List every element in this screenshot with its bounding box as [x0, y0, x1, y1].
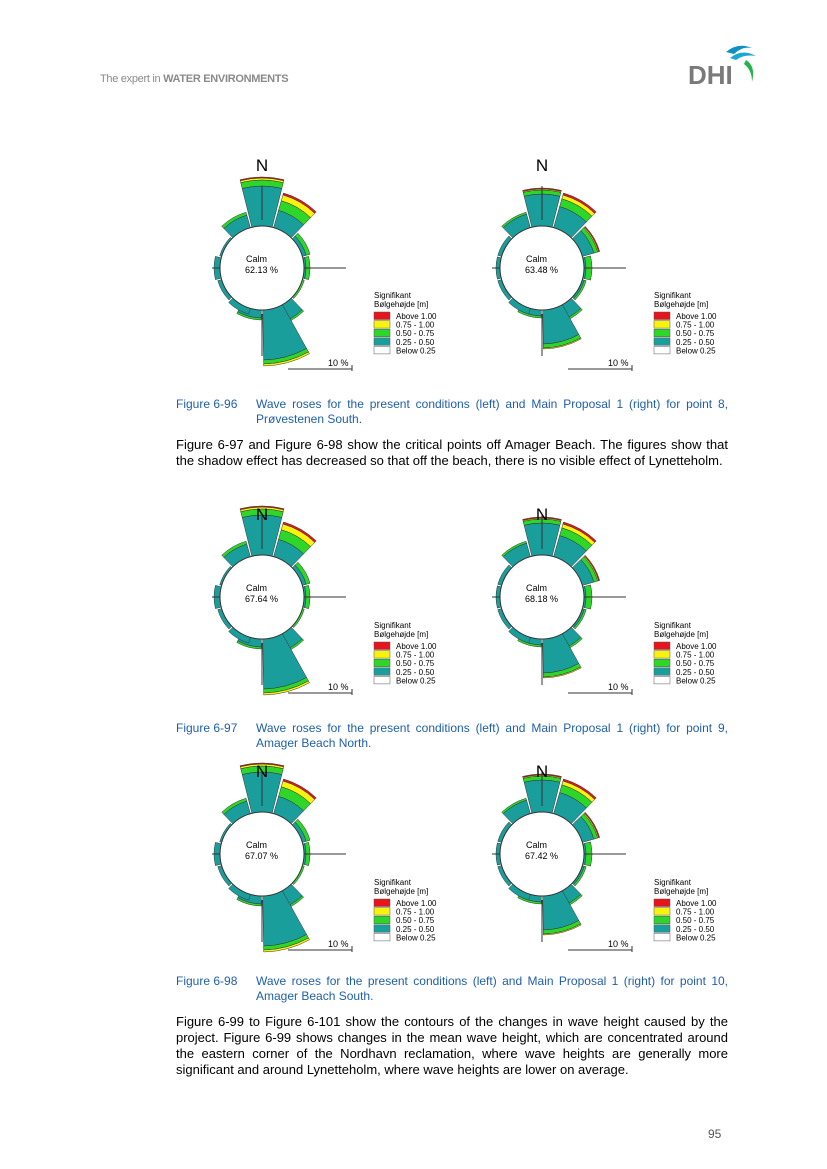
legend-label: 0.50 - 0.75	[396, 329, 435, 339]
legend-label: 0.75 - 1.00	[676, 320, 715, 330]
wave-rose-proposal	[480, 500, 740, 710]
dhi-logo	[686, 42, 758, 90]
calm-label: Calm	[246, 583, 268, 593]
legend-swatch	[654, 925, 670, 933]
legend-label: 0.25 - 0.50	[396, 924, 435, 934]
legend-label: Below 0.25	[396, 346, 436, 356]
legend-swatch	[654, 908, 670, 916]
legend-swatch	[654, 933, 670, 941]
legend-subtitle: Bølgehøjde [m]	[654, 300, 709, 309]
legend-swatch	[374, 916, 390, 924]
body-paragraph: Figure 6-97 and Figure 6-98 show the critical points off Amager Beach. The figures show that the shadow effect has decreased so that off the beach, there is no visible effect of Lynetteholm.	[176, 437, 728, 468]
legend-subtitle: Bølgehøjde [m]	[374, 630, 429, 639]
legend-label: Below 0.25	[396, 933, 436, 943]
body-paragraph: Figure 6-99 to Figure 6-101 show the contours of the changes in wave height caused by the project. Figure 6-99 shows changes in the mean wave height, which are concentrated around the eastern corner of the Nordhavn reclamation, where wave heights are generally more significant and around Lynetteholm, where wave heights are lower on average.	[176, 1014, 728, 1077]
calm-value: 67.42 %	[525, 851, 559, 861]
north-label: N	[535, 762, 549, 781]
legend-swatch	[374, 668, 390, 676]
legend-label: 0.25 - 0.50	[396, 667, 435, 677]
legend-swatch	[654, 899, 670, 907]
legend-label: Above 1.00	[676, 899, 717, 908]
legend-label: Below 0.25	[396, 676, 436, 686]
legend-swatch	[374, 651, 390, 659]
calm-value: 67.64 %	[245, 594, 279, 604]
calm-label: Calm	[526, 583, 548, 593]
legend-swatch	[654, 329, 670, 337]
legend-label: Below 0.25	[676, 676, 716, 686]
legend-swatch	[654, 916, 670, 924]
scale-label: 10 %	[328, 358, 349, 368]
calm-label: Calm	[526, 254, 548, 264]
legend-swatch	[374, 346, 390, 354]
legend-label: 0.50 - 0.75	[676, 916, 715, 926]
legend-swatch	[654, 642, 670, 650]
legend-label: 0.75 - 1.00	[396, 907, 435, 917]
legend-label: 0.50 - 0.75	[396, 916, 435, 926]
scale-label: 10 %	[608, 939, 629, 949]
north-label: N	[255, 762, 269, 781]
wave-rose-present	[200, 500, 460, 710]
legend-label: Above 1.00	[396, 312, 437, 321]
legend-swatch	[374, 933, 390, 941]
legend-swatch	[374, 642, 390, 650]
scale-label: 10 %	[328, 682, 349, 692]
wave-rose-proposal	[480, 757, 740, 967]
wave-rose-present	[200, 757, 460, 967]
north-label: N	[535, 156, 549, 175]
legend-label: Below 0.25	[676, 346, 716, 356]
legend-title: Signifikant	[654, 621, 691, 630]
legend-label: 0.75 - 1.00	[396, 320, 435, 330]
legend-swatch	[374, 312, 390, 320]
calm-value: 62.13 %	[245, 265, 279, 275]
legend-title: Signifikant	[654, 291, 691, 300]
legend-label: 0.25 - 0.50	[676, 924, 715, 934]
legend-swatch	[374, 899, 390, 907]
legend-swatch	[374, 676, 390, 684]
legend-swatch	[374, 925, 390, 933]
legend-subtitle: Bølgehøjde [m]	[374, 887, 429, 896]
legend-swatch	[654, 321, 670, 329]
legend-label: Above 1.00	[396, 642, 437, 651]
legend-label: 0.25 - 0.50	[396, 337, 435, 347]
legend-title: Signifikant	[654, 878, 691, 887]
legend-swatch	[654, 338, 670, 346]
legend-subtitle: Bølgehøjde [m]	[654, 887, 709, 896]
calm-label: Calm	[246, 840, 268, 850]
calm-value: 63.48 %	[525, 265, 559, 275]
wave-rose-present	[200, 150, 460, 380]
north-label: N	[255, 156, 269, 175]
legend-label: 0.25 - 0.50	[676, 667, 715, 677]
legend-label: 0.75 - 1.00	[676, 907, 715, 917]
legend-label: 0.50 - 0.75	[676, 329, 715, 339]
legend-label: Above 1.00	[396, 899, 437, 908]
calm-value: 67.07 %	[245, 851, 279, 861]
legend-swatch	[654, 346, 670, 354]
calm-label: Calm	[246, 254, 268, 264]
scale-label: 10 %	[608, 358, 629, 368]
legend-swatch	[374, 321, 390, 329]
legend-label: Above 1.00	[676, 642, 717, 651]
calm-label: Calm	[526, 840, 548, 850]
north-label: N	[255, 505, 269, 524]
legend-label: 0.50 - 0.75	[676, 659, 715, 669]
legend-swatch	[654, 651, 670, 659]
legend-swatch	[654, 659, 670, 667]
legend-label: Below 0.25	[676, 933, 716, 943]
legend-swatch	[374, 908, 390, 916]
legend-label: 0.75 - 1.00	[396, 650, 435, 660]
calm-value: 68.18 %	[525, 594, 559, 604]
svg-text:DHI: DHI	[688, 60, 733, 90]
legend-label: Above 1.00	[676, 312, 717, 321]
page-number: 95	[708, 1127, 722, 1141]
legend-title: Signifikant	[374, 878, 411, 887]
legend-swatch	[374, 659, 390, 667]
legend-title: Signifikant	[374, 291, 411, 300]
scale-label: 10 %	[608, 682, 629, 692]
legend-swatch	[654, 312, 670, 320]
legend-label: 0.25 - 0.50	[676, 337, 715, 347]
legend-swatch	[654, 676, 670, 684]
legend-swatch	[374, 329, 390, 337]
legend-label: 0.75 - 1.00	[676, 650, 715, 660]
legend-swatch	[654, 668, 670, 676]
legend-label: 0.50 - 0.75	[396, 659, 435, 669]
header-tagline: The expert in WATER ENVIRONMENTS	[100, 73, 289, 85]
legend-title: Signifikant	[374, 621, 411, 630]
wave-rose-proposal	[480, 150, 740, 380]
legend-subtitle: Bølgehøjde [m]	[654, 630, 709, 639]
scale-label: 10 %	[328, 939, 349, 949]
legend-swatch	[374, 338, 390, 346]
north-label: N	[535, 505, 549, 524]
legend-subtitle: Bølgehøjde [m]	[374, 300, 429, 309]
